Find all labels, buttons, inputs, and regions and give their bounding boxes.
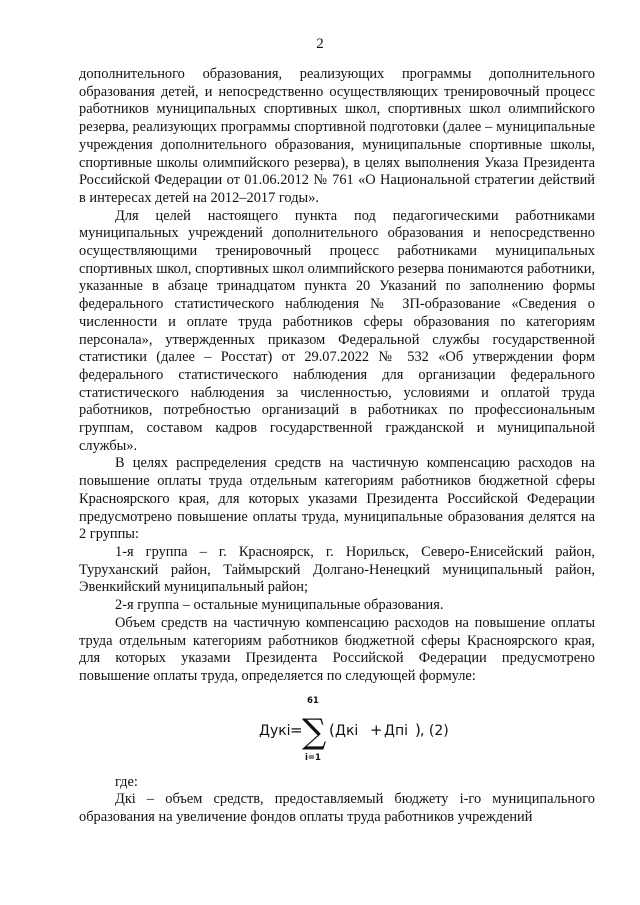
paren-close: ) (415, 720, 421, 739)
formula-block (79, 686, 595, 772)
document-body (79, 66, 595, 827)
paragraph-formula-intro: Объем средств на частичную компенсацию расходов на повышение оплаты труда отдельным категориям работников бюджетной сферы Красноярского края, для которых указами Президента Российской Федерации предусмотрено повышение оплаты труда, определяется по следующей формуле: (79, 614, 595, 684)
formula-2 (79, 686, 595, 772)
paragraph-definition: Для целей настоящего пункта под педагогическими работниками муниципальных учреждений дополнительного образования и непосредственно осуществляющими тренировочный процесс работниками муниципальных спортивных школ, спортивных школ олимпийского резерва понимаются работники, указанные в абзаце тринадцатом пункта 20 Указаний по заполнению формы федерального статистического наблюдения № ЗП-образование «Сведения о численности и оплате труда работников сферы образования по категориям персонала», утвержденных приказом Федеральной службы государственной статистики (далее – Росстат) от 29.07.2022 № 532 «Об утверждении форм федерального статистического наблюдения для организации федерального статистического наблюдения за численностью, условиями и оплатой труда работников, потребностью организаций в работниках по профессиональным группам, составом кадров государственной гражданской и муниципальной службы». (79, 207, 595, 454)
formula-term-2: Дпi (384, 722, 408, 739)
sum-upper-limit: 61 (307, 695, 319, 706)
formula-lhs: Дукi (259, 722, 291, 739)
paragraph-continuation: дополнительного образования, реализующих программы дополнительного образования детей, и непосредственно осуществляющих тренировочный процесс работников муниципальных спортивных школ, спортивных школ олимпийского резерва, реализующих программы спортивной подготовки (далее – муниципальные учреждения дополнительного образования, муниципальные спортивные школы, спортивные школы олимпийского резерва), в целях выполнения Указа Президента Российской Федерации от 01.06.2012 № 761 «О Национальной стратегии действий в интересах детей на 2012–2017 годы». (79, 66, 595, 206)
plus-sign: + (370, 720, 383, 739)
sum-sigma-icon: ∑ (302, 711, 327, 752)
formula-term-1: Дкi (335, 722, 359, 739)
paragraph-variable-definition: Дкі – объем средств, предоставляемый бюджету i-го муниципального образования на увеличение фондов оплаты труда работников учреждений (79, 791, 595, 826)
formula-equals: = (290, 720, 303, 739)
paragraph-group-1: 1-я группа – г. Красноярск, г. Норильск, Северо-Енисейский район, Туруханский район, Таймырский Долгано-Ненецкий муниципальный район, Эвенкийский муниципальный район; (79, 543, 595, 596)
sum-lower-limit: i=1 (305, 752, 321, 763)
paren-open: ( (329, 720, 335, 739)
formula-number: , (2) (420, 722, 449, 739)
paragraph-where: где: (115, 773, 138, 790)
paragraph-groups-intro: В целях распределения средств на частичную компенсацию расходов на повышение оплаты труда отдельным категориям работников бюджетной сферы Красноярского края, для которых указами Президента Российской Федерации предусмотрено повышение оплаты труда, муниципальные образования делятся на 2 группы: (79, 455, 595, 543)
page-number: 2 (316, 36, 324, 52)
paragraph-group-2: 2-я группа – остальные муниципальные образования. (115, 597, 444, 614)
